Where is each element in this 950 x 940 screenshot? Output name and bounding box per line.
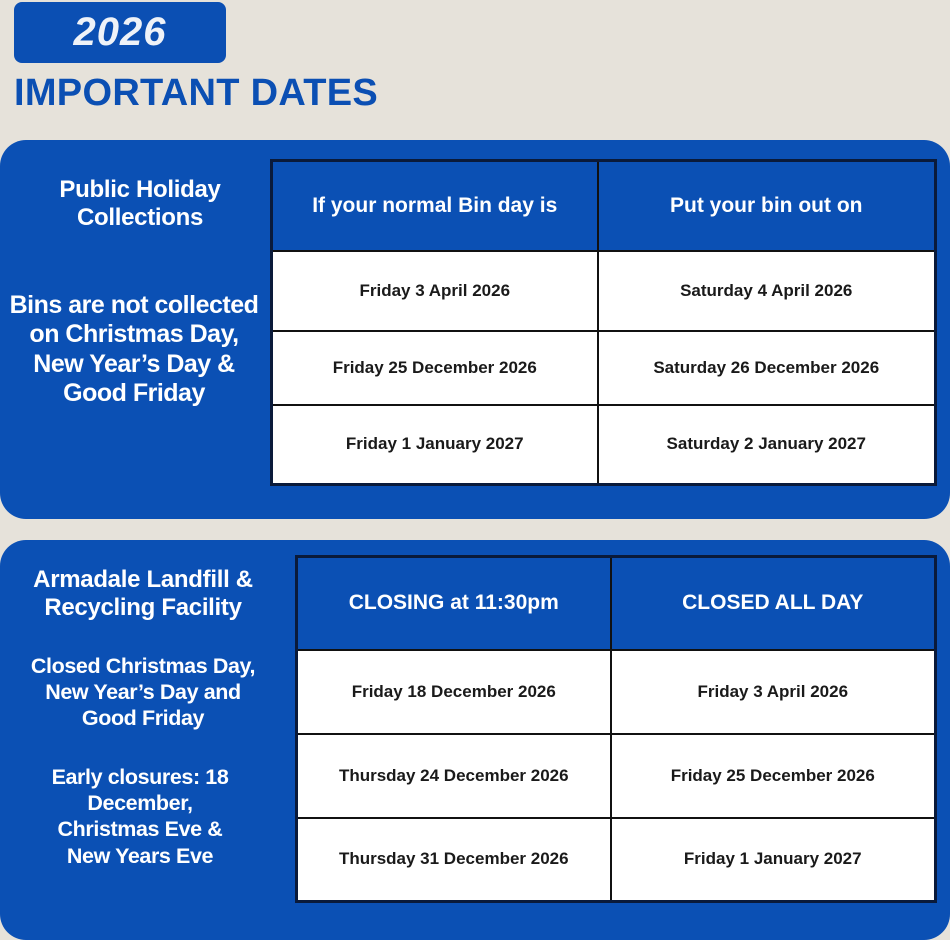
table-row [297,818,936,902]
put-bin-out-cell: Saturday 26 December 2026 [598,331,936,405]
public-holiday-note: Bins are not collected on Christmas Day, New Year’s Day & Good Friday [9,291,259,407]
table-header-row [272,161,936,251]
column-header-closed-all-day: CLOSED ALL DAY [611,557,936,650]
bin-day-table [270,159,937,486]
page-title: IMPORTANT DATES [14,72,379,114]
closed-all-day-cell: Friday 3 April 2026 [611,650,936,734]
column-header-put-bin-out: Put your bin out on [598,161,936,251]
table-row [272,405,936,485]
landfill-closed-note: Closed Christmas Day, New Year’s Day and Good Friday [30,654,256,731]
public-holiday-title: Public Holiday Collections [59,176,221,232]
closing-early-cell: Thursday 24 December 2026 [297,734,611,818]
table-row [297,734,936,818]
column-header-closing-early: CLOSING at 11:30pm [297,557,611,650]
year-label: 2026 [73,10,167,54]
table-row [297,650,936,734]
normal-bin-day-cell: Friday 3 April 2026 [272,251,598,331]
normal-bin-day-cell: Friday 25 December 2026 [272,331,598,405]
landfill-closures-table [295,555,937,903]
closed-all-day-cell: Friday 25 December 2026 [611,734,936,818]
closed-all-day-cell: Friday 1 January 2027 [611,818,936,902]
column-header-normal-bin-day: If your normal Bin day is [272,161,598,251]
table-header-row [297,557,936,650]
table-row [272,251,936,331]
landfill-early-closures-note: Early closures: 18 December, Christmas Eve & New Years Eve [51,765,229,868]
landfill-title: Armadale Landfill & Recycling Facility [33,566,253,622]
closing-early-cell: Thursday 31 December 2026 [297,818,611,902]
year-badge [14,2,226,63]
normal-bin-day-cell: Friday 1 January 2027 [272,405,598,485]
put-bin-out-cell: Saturday 2 January 2027 [598,405,936,485]
put-bin-out-cell: Saturday 4 April 2026 [598,251,936,331]
closing-early-cell: Friday 18 December 2026 [297,650,611,734]
table-row [272,331,936,405]
